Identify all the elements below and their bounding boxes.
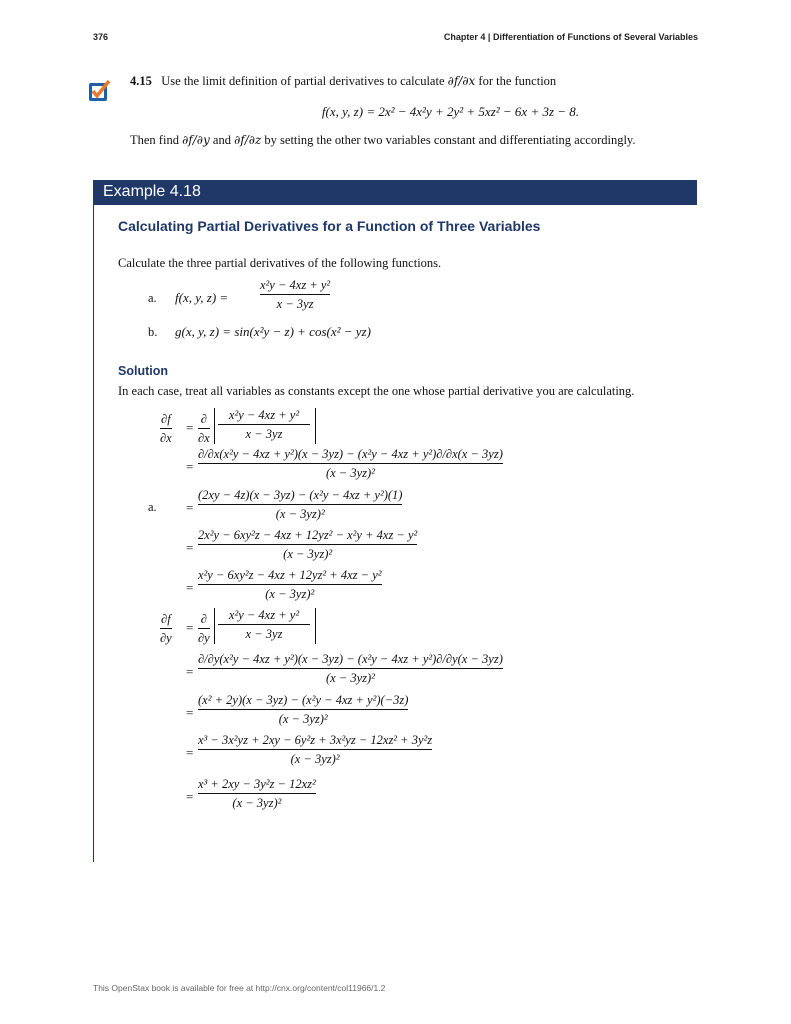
dx-step-3 — [198, 528, 417, 562]
part-a-lhs: f(x, y, z) = — [175, 290, 229, 305]
equals: = — [186, 620, 194, 635]
dx-step-1 — [198, 447, 503, 481]
numerator: x²y − 4xz + y² — [228, 608, 300, 622]
dy-step-1 — [198, 652, 503, 686]
footer-text: This OpenStax book is available for free at http://cnx.org/content/col11966/1.2 — [93, 983, 386, 993]
then-text: Then find — [130, 133, 179, 147]
chapter-title: Chapter 4 | Differentiation of Functions of Several Variables — [443, 32, 698, 42]
numerator: ∂/∂y(x²y − 4xz + y²)(x − 3yz) − (x²y − 4xz + y²)∂/∂y(x − 3yz) — [198, 652, 503, 666]
numerator: x²y − 4xz + y² — [260, 278, 331, 292]
solution-a-label: a. — [148, 500, 157, 514]
numerator: 2x²y − 6xy²z − 4xz + 12yz² − x²y + 4xz − y² — [198, 528, 418, 542]
checkpoint-then — [130, 133, 636, 148]
denominator: (x − 3yz)² — [325, 466, 375, 480]
equals: = — [186, 745, 194, 760]
dy-step-4 — [198, 777, 316, 811]
then-end: by setting the other two variables constant and differentiating accordingly. — [264, 133, 636, 147]
checkpoint-text — [130, 74, 556, 89]
page-number: 376 — [93, 32, 109, 42]
equals: = — [186, 664, 194, 679]
dy-step-2 — [198, 693, 408, 727]
numerator: (x² + 2y)(x − 3yz) − (x²y − 4xz + y²)(−3z) — [198, 693, 409, 707]
equals: = — [186, 420, 194, 435]
checkpoint-intro-end: for the function — [478, 74, 557, 88]
numerator: ∂/∂x(x²y − 4xz + y²)(x − 3yz) − (x²y − 4xz + y²)∂/∂x(x − 3yz) — [198, 447, 503, 461]
solution-heading: Solution — [118, 364, 168, 378]
equals: = — [186, 789, 194, 804]
numerator: (2xy − 4z)(x − 3yz) − (x²y − 4xz + y²)(1) — [198, 488, 403, 502]
denominator: x − 3yz — [245, 627, 283, 641]
part-b-label: b. — [148, 325, 158, 339]
denominator: (x − 3yz)² — [278, 712, 328, 726]
example-label: Example 4.18 — [103, 183, 201, 200]
dy-step-3 — [198, 733, 432, 767]
equals: = — [186, 580, 194, 595]
dy-operator — [198, 612, 210, 646]
math-dfdz: ∂f/∂z — [234, 133, 262, 147]
denominator: (x − 3yz)² — [275, 507, 325, 521]
denominator: ∂y — [198, 631, 210, 645]
denominator: ∂x — [160, 431, 172, 445]
checkpoint-number: 4.15 — [130, 74, 152, 88]
checkpoint-icon — [88, 78, 112, 102]
part-a-fraction — [260, 278, 330, 312]
denominator: (x − 3yz)² — [283, 547, 333, 561]
equals: = — [186, 459, 194, 474]
dy-inner-fraction — [218, 608, 310, 642]
numerator: ∂f — [161, 412, 171, 426]
checkpoint-intro: Use the limit definition of partial derivatives to calculate — [161, 74, 445, 88]
dfdy-lhs — [160, 612, 172, 646]
numerator: x³ + 2xy − 3y²z − 12xz² — [198, 777, 316, 791]
denominator: ∂y — [160, 631, 172, 645]
numerator: x³ − 3x²yz + 2xy − 6y²z + 3x²yz − 12xz² + 3y²z — [198, 733, 433, 747]
checkpoint-equation: f(x, y, z) = 2x² − 4x²y + 2y² + 5xz² − 6x + 3z − 8. — [321, 104, 580, 119]
equals: = — [186, 540, 194, 555]
equals: = — [186, 500, 194, 515]
dx-inner-fraction — [218, 408, 310, 442]
then-and: and — [212, 133, 231, 147]
denominator: (x − 3yz)² — [325, 671, 375, 685]
equals: = — [186, 705, 194, 720]
denominator: (x − 3yz)² — [290, 752, 340, 766]
denominator: (x − 3yz)² — [265, 587, 315, 601]
numerator: ∂ — [200, 612, 207, 626]
numerator: x²y − 6xy²z − 4xz + 12yz² + 4xz − y² — [198, 568, 382, 582]
numerator: ∂ — [200, 412, 207, 426]
example-left-border — [93, 205, 94, 862]
example-header-bar — [93, 180, 697, 205]
dx-step-2 — [198, 488, 402, 522]
math-dfdy: ∂f/∂y — [182, 133, 210, 147]
numerator: x²y − 4xz + y² — [228, 408, 300, 422]
denominator: ∂x — [198, 431, 210, 445]
math-dfdx: ∂f/∂x — [447, 74, 476, 88]
part-a-label: a. — [148, 291, 157, 305]
part-b-expr: g(x, y, z) = sin(x²y − z) + cos(x² − yz) — [175, 324, 371, 339]
dfdx-lhs — [160, 412, 172, 446]
example-title: Calculating Partial Derivatives for a Function of Three Variables — [118, 218, 541, 234]
denominator: (x − 3yz)² — [232, 796, 282, 810]
denominator: x − 3yz — [276, 297, 314, 311]
denominator: x − 3yz — [245, 427, 283, 441]
numerator: ∂f — [161, 612, 171, 626]
dx-operator — [198, 412, 210, 446]
example-prompt: Calculate the three partial derivatives of the following functions. — [118, 256, 442, 270]
solution-text: In each case, treat all variables as constants except the one whose partial derivative you are calculating. — [118, 384, 635, 398]
dx-step-4 — [198, 568, 382, 602]
